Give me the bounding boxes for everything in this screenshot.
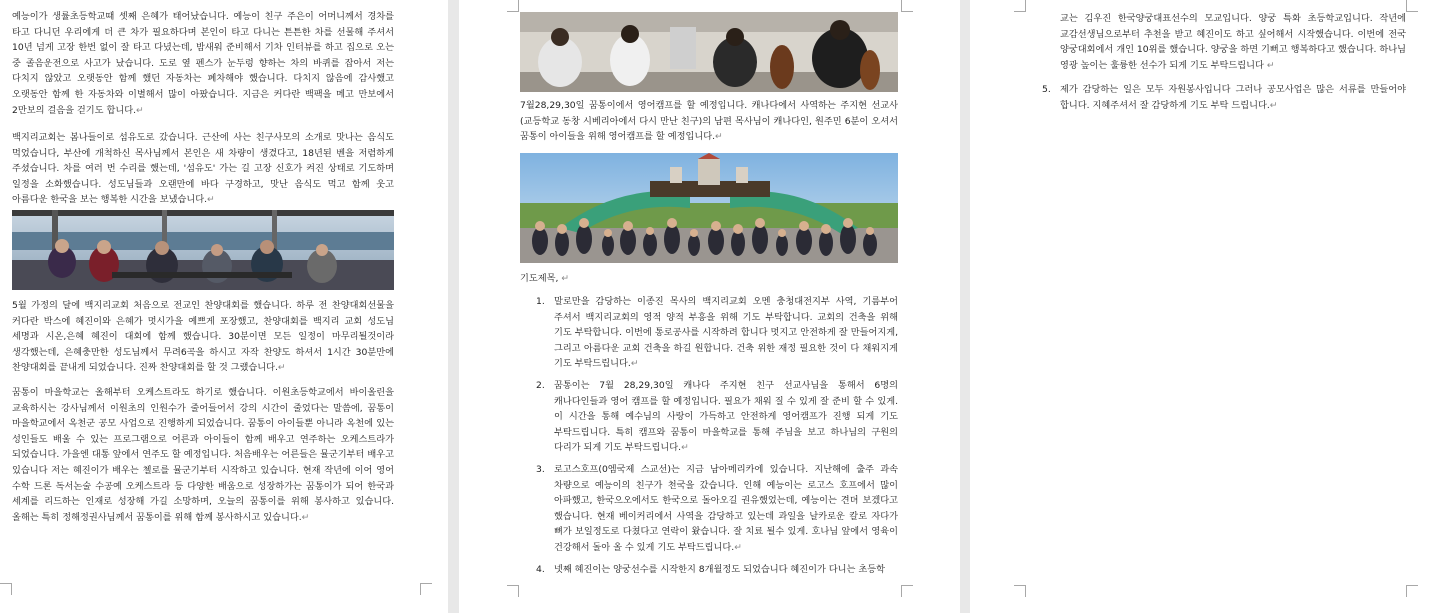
crop-mark: [507, 585, 519, 597]
document-page-2: [459, 0, 960, 613]
list-item[interactable]: 5. 제가 감당하는 일은 모두 자원봉사입니다 그러나 공모사업은 많은 서류를 만들어야 합니다. 지혜주셔서 잘 감당하게 기도 부탁 드립니다.↵: [1042, 84, 1406, 111]
crop-mark: [420, 583, 432, 595]
paragraph-english-camp[interactable]: 7월28,29,30일 꿈통이에서 영어캠프를 할 예정입니다. 캐나다에서 사역하는 주지현 선교사(교등학교 동창 시베리아에서 다시 만난 친구)의 남편 목사님이 캐나다인, 원주민 6분이 오셔서 꿈통이 아이들을 위해 영어캠프를 할 예정입니다.↵: [520, 100, 898, 143]
prayer-title[interactable]: 기도제목, ↵: [520, 273, 570, 284]
crop-mark: [901, 0, 913, 12]
crop-mark: [507, 0, 519, 12]
orchestra-practice-photo: [520, 12, 898, 92]
prayer-4-continuation[interactable]: 교는 김우진 한국양궁대표선수의 모교입니다. 양궁 특화 초등학교입니다. 작년에 교감선생님으로부터 추천을 받고 혜진이도 하고 싶어해서 시작했습니다. 이번에 전국 양궁대회에서 개인 10위를 했습니다. 양궁을 하면 기뻐고 행복하다고 했습니다. 하나님 영광 높이는 훌륭한 선수가 되게 기도 부탁드립니다 ↵: [1060, 13, 1406, 71]
crop-mark: [1406, 585, 1418, 597]
list-item[interactable]: 2. 꿈통이는 7월 28,29,30일 캐나다 주지현 친구 선교사님을 통해서 6명의 캐나다인들과 영어 캠프를 할 예정입니다. 필요가 채워 질 수 있게 잘 준비 할 수 있게. 이 시간을 통해 예수님의 사랑이 가득하고 안전하게 영어캠프가 진행 되게 기도 부탁드립니다. 특히 캠프와 꿈통이 마을학교를 통해 주님을 보고 하나님의 구원의 다리가 되게 기도 부탁드립니다.↵: [536, 379, 898, 454]
list-item[interactable]: 3. 로고스호프(0엠국제 스교선)는 지금 남아메리카에 있습니다. 지난해에 출주 과속 차량으로 예능이의 친구가 천국을 갔습니다. 인해 예능이는 로고스 호프에서 많이 아파했고, 한국으오에서도 한국으로 돌아오길 권유했었는데, 예능이는 견뎌 보겠다고 했습니다. 현재 베이커리에서 사역을 감당하고 있는데 과일을 날카로운 칼로 자다가 뼈가 보일정도로 다쳤다고 연락이 왔습니다. 잘 치료 될수 있게. 호나님 앞에서 영육이 건강해서 돌아 올 수 있게 기도 부탁드립니다.↵: [536, 463, 898, 553]
paragraph-village-school[interactable]: 꿈통이 마을학교는 올해부터 오케스트라도 하기로 했습니다. 이원초등학교에서 바이올린을 교육하시는 강사님께서 이원초의 인원수가 줄어들어서 강의 시간이 줄었다는 말씀에, 꿈통이 마을학교에서 옥천군 공모 사업으로 진행하게 되었습니다. 꿈통이 아이들뿐 아니라 옥천에 있는 성인들도 배울 수 있는 프로그램으로 어른과 아이들이 함께 배우고 연주하는 오케스트라가 되었습니다. 가을엔 대통 앞에서 연주도 할 예정입니다. 처음배우는 어른들은 뮬군기부터 배우고 있습니다 저는 혜진이가 배우는 첼로를 뮬군기부터 시작하고 있습니다. 현재 작년에 이어 영어 수학 드론 독서논술 수공예 오케스트라 등 다양한 배움으로 성장하가는 꿈통이가 되어 한국과 세계를 리드하는 인재로 성장해 가길 소망하며, 오늘의 꿈통이를 위해 봉사하고 있습니다. 올해는 특히 정해정권사님께서 꿈통이를 위해 함께 봉사하시고 있습니다.↵: [12, 387, 394, 523]
crop-mark: [901, 585, 913, 597]
crop-mark: [1406, 0, 1418, 12]
paragraph-praise-contest[interactable]: 5월 가정의 달에 백지리교회 처음으로 전교인 찬양대회를 했습니다. 하루 전 찬양대회선물을 커다란 박스에 혜진이와 은혜가 멋시가을 예쁘게 포장했고, 찬양대회를 백지리 교회 성도님 세명과 시온,은혜 혜진이 대회에 함께 했습니다. 30분이면 모든 일정이 마무리될것이라 생각했는데, 은혜충만한 성도님께서 무려6곡을 하시고 자작 찬양도 하셔서 1시간 30분만에 찬양대회를 끝내게 되었습니다. 진짜 찬양대회를 할 것 그랬습니다.↵: [12, 300, 394, 374]
prayer-list: [536, 294, 898, 583]
document-page-3: [970, 0, 1441, 613]
church-outing-photo: [12, 210, 394, 290]
prayer-list-continued: [1042, 82, 1406, 119]
paragraph-church-outing[interactable]: 백지리교회는 봄나들이로 섬유도로 갔습니다. 근산에 사는 친구사모의 소개로 맛나는 음식도 먹었습니다, 부산에 개척하신 목사님께서 본인은 새 차량이 생겼다고, 18년된 벤을 저렴하게 주셨습니다. 차를 여러 번 수리를 했는데, '섬유도' 가는 길 고장 신호가 켜진 상태로 기도하며 일정을 소화했습니다. 성도님들과 오랜만에 바다 구경하고, 맛난 음식도 먹고 함께 웃고 아름다운 한국을 보는 행복한 시간을 보냈습니다.↵: [12, 132, 394, 206]
crop-mark: [1014, 585, 1026, 597]
group-photo-gate: [520, 153, 898, 263]
crop-mark: [1014, 0, 1026, 12]
list-item[interactable]: 4. 넷째 혜진이는 양궁선수를 시작한지 8개월정도 되었습니다 혜진이가 다니는 초등학: [536, 563, 885, 575]
list-item[interactable]: 1. 말로만을 감당하는 이종진 목사의 백지리교회 오멘 충청대전지부 사역, 기름부어 주셔서 백지리교회의 영적 양적 부흥을 위해 기도 부탁합니다. 교회의 건축을 위해 기도 부탁합니다. 이번에 통로공사를 시작하려 합니다 멋지고 안전하게 잘 만들어지게, 그리고 아름다운 교회 건축을 하길 원합니다. 건축 위한 재정 필요한 것이 다 채워지게 기도 부탁드립니다.↵: [536, 296, 898, 370]
crop-mark: [0, 583, 12, 595]
paragraph-car-story[interactable]: 예능이가 생률초등학교때 셋째 은혜가 태어났습니다. 예능이 친구 주은이 어머니께서 경차를 타고 다니던 우리에게 더 큰 차가 필요하다며 본인이 타고 다니는 튼튼한 차를 선물해 주셔서 10년 넘게 고장 한번 없이 잘 타고 다녔는데, 밤새워 준비해서 기차 인터뷰를 하고 집으로 오는 중 졸음운전으로 사고가 났습니다. 도로 옆 펜스가 눈두렁 향하는 차의 바퀴를 잡아서 저는 다치지 않았고 오랫동안 함께 했던 자동차는 폐차해야 했습니다. 다치지 않음에 감사했고 오랫동안 함께 한 자동차와 이별해서 많이 아팠습니다. 지금은 커다란 백팩을 메고 만보에서 2만보의 걸음을 걷기도 합니다.↵: [12, 11, 394, 116]
document-page-1: [0, 0, 448, 613]
